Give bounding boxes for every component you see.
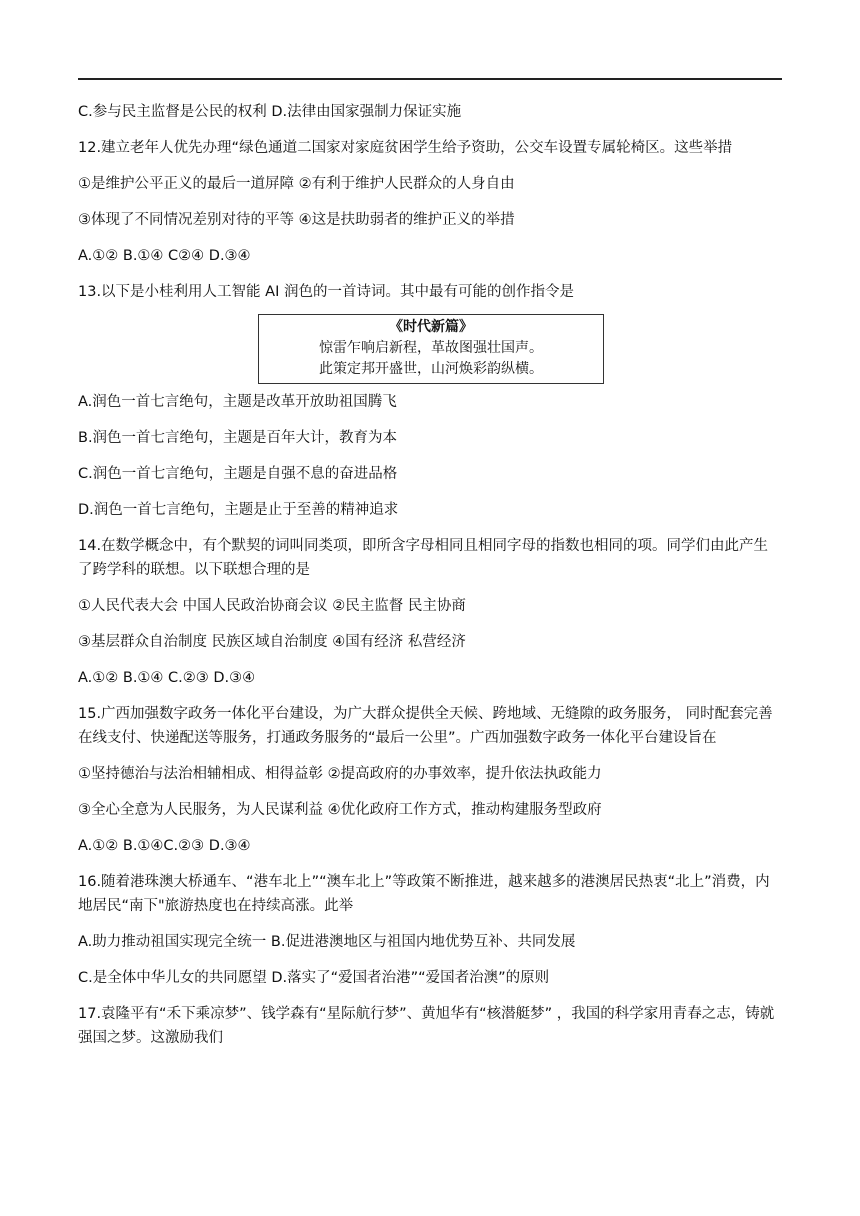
q13-stem: 13.以下是小桂利用人工智能 AI 润色的一首诗词。其中最有可能的创作指令是 xyxy=(78,284,574,300)
q15-stem: 15.广西加强数字政务一体化平台建设，为广大群众提供全天候、跨地域、无缝隙的政务服务， 同时配套完善在线支付、快递配送等服务，打通政务服务的“最后一公里”。广西加强数字政务一体化平台建设旨在 xyxy=(78,706,773,746)
poem-title: 《时代新篇》 xyxy=(389,319,473,335)
q11-options-cd: C.参与民主监督是公民的权利 D.法律由国家强制力保证实施 xyxy=(78,104,462,120)
header-rule xyxy=(78,78,782,80)
q14-statements-34: ③基层群众自治制度 民族区域自治制度 ④国有经济 私营经济 xyxy=(78,634,466,650)
q14-stem: 14.在数学概念中，有个默契的词叫同类项，即所含字母相同且相同字母的指数也相同的项。同学们由此产生了跨学科的联想。以下联想合理的是 xyxy=(78,538,769,578)
q15-statements-12: ①坚持德治与法治相辅相成、相得益彰 ②提高政府的办事效率，提升依法执政能力 xyxy=(78,766,602,782)
q12-statements-34: ③体现了不同情况差别对待的平等 ④这是扶助弱者的维护正义的举措 xyxy=(78,212,515,228)
q15-statements-34: ③全心全意为人民服务，为人民谋利益 ④优化政府工作方式，推动构建服务型政府 xyxy=(78,802,602,818)
q12-stem: 12.建立老年人优先办理“绿色通道二国家对家庭贫困学生给予资助，公交车设置专属轮椅区。这些举措 xyxy=(78,140,733,156)
q12-statements-12: ①是维护公平正义的最后一道屏障 ②有利于维护人民群众的人身自由 xyxy=(78,176,515,192)
q13-option-a: A.润色一首七言绝句，主题是改革开放助祖国腾飞 xyxy=(78,394,397,410)
exam-page xyxy=(78,100,782,1062)
q13-option-c: C.润色一首七言绝句，主题是自强不息的奋进品格 xyxy=(78,466,398,482)
q16-stem: 16.随着港珠澳大桥通车、“港车北上”“澳车北上”等政策不断推进，越来越多的港澳居民热衷“北上”消费，内地居民“南下"旅游热度也在持续高涨。此举 xyxy=(78,874,770,914)
q14-statements-12: ①人民代表大会 中国人民政治协商会议 ②民主监督 民主协商 xyxy=(78,598,466,614)
q14-options: A.①② B.①④ C.②③ D.③④ xyxy=(78,670,256,686)
q13-poem-box xyxy=(258,314,604,384)
poem-line-1: 惊雷乍响启新程，革故图强壮国声。 xyxy=(319,340,543,356)
q15-options: A.①② B.①④C.②③ D.③④ xyxy=(78,838,251,854)
q12-options: A.①② B.①④ C②④ D.③④ xyxy=(78,248,251,264)
q16-options-ab: A.助力推动祖国实现完全统一 B.促进港澳地区与祖国内地优势互补、共同发展 xyxy=(78,934,576,950)
q13-option-b: B.润色一首七言绝句，主题是百年大计，教育为本 xyxy=(78,430,398,446)
q16-options-cd: C.是全体中华儿女的共同愿望 D.落实了“爱国者治港”“爱国者治澳”的原则 xyxy=(78,970,550,986)
q17-stem: 17.袁隆平有“禾下乘凉梦”、钱学森有“星际航行梦”、黄旭华有“核潜艇梦” ，我国的科学家用青春之志，铸就强国之梦。这激励我们 xyxy=(78,1006,775,1046)
poem-line-2: 此策定邦开盛世，山河焕彩韵纵横。 xyxy=(319,361,543,377)
q13-option-d: D.润色一首七言绝句，主题是止于至善的精神追求 xyxy=(78,502,399,518)
